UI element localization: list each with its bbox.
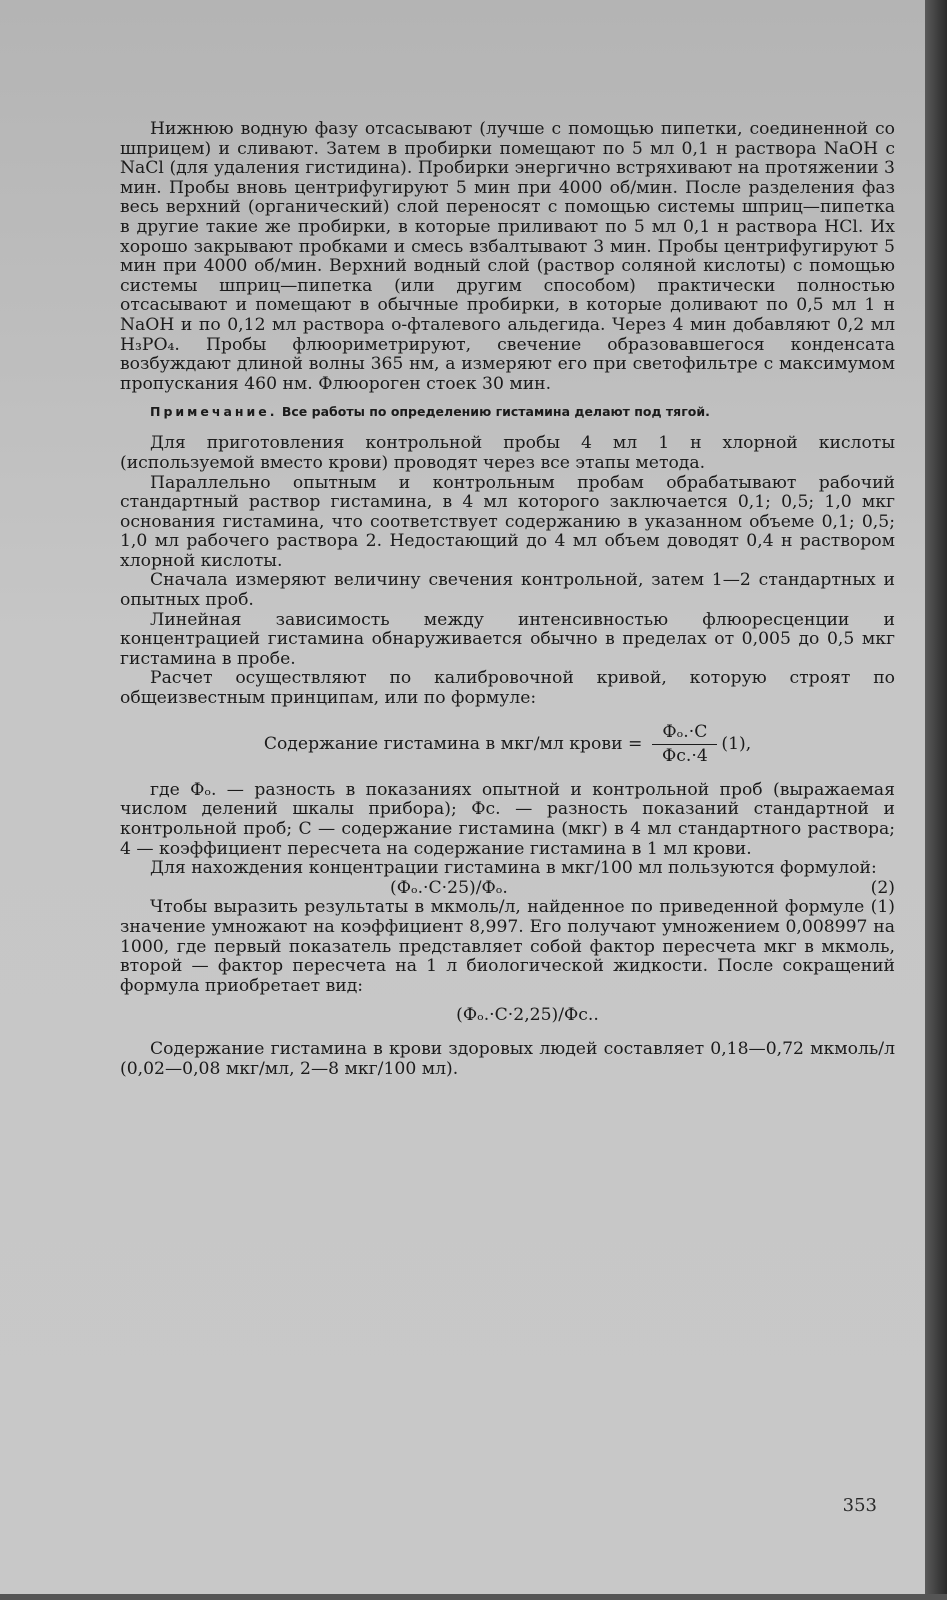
paragraph-2: Для приготовления контрольной пробы 4 мл 1 н хлорной кислоты (используемой вместо крови) проводят через все этапы метода. xyxy=(120,433,895,473)
note-text: Все работы по определению гистамина делают под тягой. xyxy=(281,404,710,420)
formula-3 xyxy=(120,1006,895,1026)
formula-2 xyxy=(120,879,895,899)
formula-1-fraction xyxy=(652,723,717,767)
paragraph-3: Параллельно опытным и контрольным пробам обрабатывают рабочий стандартный раствор гистамина, в 4 мл которого заключается 0,1; 0,5; 1,0 мкг основания гистамина, что соответствует содержанию в указанном объеме 0,1; 0,5; 1,0 мл рабочего раствора 2. Недостающий до 4 мл объем доводят 0,4 н раствором хлорной кислоты. xyxy=(120,472,895,571)
formula-1-lhs: Содержание гистамина в мкг/мл крови = xyxy=(263,733,643,754)
paragraph-6: Расчет осуществляют по калибровочной кривой, которую строят по общеизвестным принципам, или по формуле: xyxy=(120,668,895,709)
formula-2-expr: (Фₒ.·С·25)/Фₒ. xyxy=(390,877,508,898)
formula-1 xyxy=(120,723,895,767)
text-block xyxy=(120,120,895,1079)
formula-2-label: (2) xyxy=(870,877,895,898)
paragraph-10: Содержание гистамина в крови здоровых людей составляет 0,18—0,72 мкмоль/л (0,02—0,08 мкг/мл, 2—8 мкг/100 мл). xyxy=(120,1038,895,1079)
page-edge-shadow xyxy=(925,0,947,1600)
formula-1-label: (1), xyxy=(721,733,752,754)
formula-1-denominator: Фс.·4 xyxy=(662,746,708,767)
page-bottom-edge xyxy=(0,1594,947,1600)
paragraph-1: Нижнюю водную фазу отсасывают (лучше с помощью пипетки, соединенной со шприцем) и сливают. Затем в пробирки помещают по 5 мл 0,1 н раствора NaOH с NaCl (для удаления гистидина). Пробирки энергично встряхивают на протяжении 3 мин. Пробы вновь центрифугируют 5 мин при 4000 об/мин. После разделения фаз весь верхний (органический) слой переносят с помощью системы шприц—пипетка в другие такие же пробирки, в которые приливают по 5 мл 0,1 н раствора HCl. Их хорошо закрывают пробками и смесь взбалтывают 3 мин. Пробы центрифугируют 5 мин при 4000 об/мин. Верхний водный слой (раствор соляной кислоты) с помощью системы шприц—пипетка (или другим способом) практически полностью отсасывают и помещают в обычные пробирки, в которые доливают по 0,5 мл 1 н NaOH и по 0,12 мл раствора о-фталевого альдегида. Через 4 мин добавляют 0,2 мл H₃PO₄. Пробы флюориметрируют, свечение образовавшегося конденсата возбуждают длиной волны 365 нм, а измеряют его при светофильтре с максимумом пропускания 460 нм. Флюороген стоек 30 мин. xyxy=(120,119,895,394)
paragraph-4: Сначала измеряют величину свечения контрольной, затем 1—2 стандартных и опытных проб. xyxy=(120,570,895,611)
paragraph-9: Чтобы выразить результаты в мкмоль/л, найденное по приведенной формуле (1) значение умножают на коэффициент 8,997. Его получают умножением 0,008997 на 1000, где первый показатель представляет собой фактор пересчета мкг в мкмоль, второй — фактор пересчета на 1 л биологической жидкости. После сокращений формула приобретает вид: xyxy=(120,897,895,996)
paragraph-7: где Фₒ. — разность в показаниях опытной и контрольной проб (выражаемая числом делений шкалы прибора); Фс. — разность показаний стандартной и контрольной проб; С — содержание гистамина (мкг) в 4 мл стандартного раствора; 4 — коэффициент пересчета на содержание гистамина в 1 мл крови. xyxy=(120,779,895,859)
formula-3-expr: (Фₒ.·С·2,25)/Фс.. xyxy=(456,1005,599,1026)
note xyxy=(120,404,895,420)
note-label: Примечание. xyxy=(150,404,278,420)
paragraph-8: Для нахождения концентрации гистамина в мкг/100 мл пользуются формулой: xyxy=(150,858,877,879)
page-number: 353 xyxy=(842,1495,877,1516)
paragraph-5: Линейная зависимость между интенсивностью флюоресценции и концентрацией гистамина обнаруживается обычно в пределах от 0,005 до 0,5 мкг гистамина в пробе. xyxy=(120,609,895,669)
formula-1-numerator: Фₒ.·С xyxy=(652,723,717,746)
